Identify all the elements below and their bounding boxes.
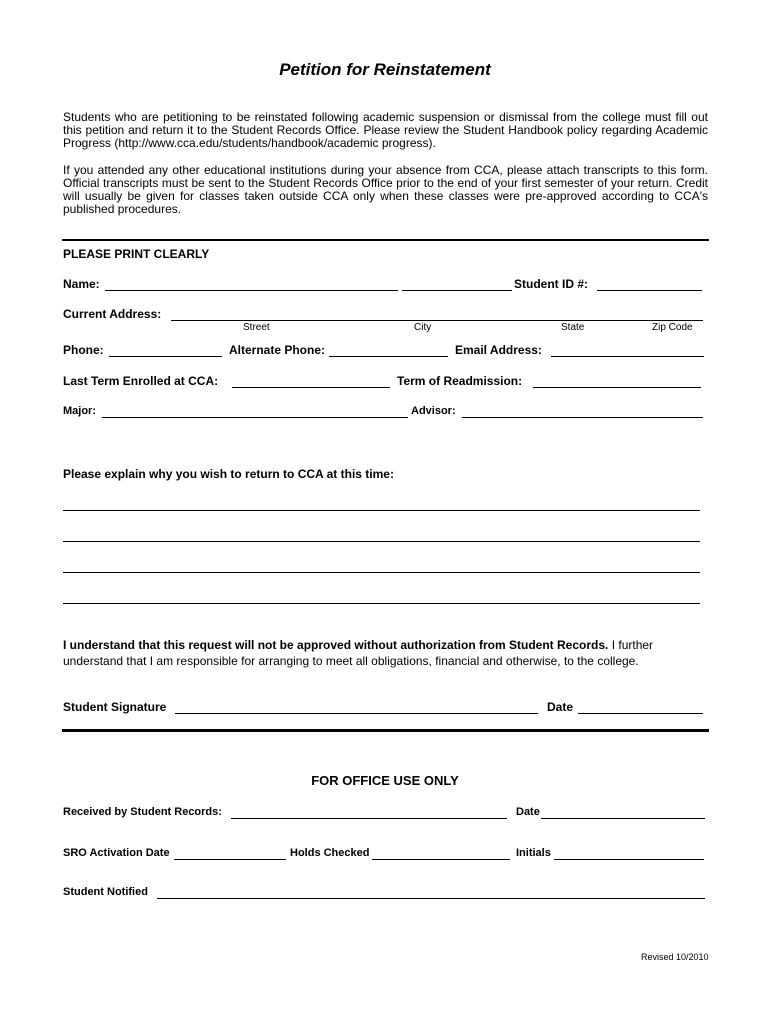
advisor-label: Advisor:	[411, 405, 456, 417]
holds-checked-label: Holds Checked	[290, 847, 370, 859]
alternate-phone-field[interactable]	[329, 356, 448, 357]
term-of-readmission-field[interactable]	[533, 387, 701, 388]
email-label: Email Address:	[455, 343, 542, 357]
received-by-field[interactable]	[231, 818, 507, 819]
address-street-caption: Street	[243, 322, 270, 333]
current-address-label: Current Address:	[63, 307, 162, 321]
explanation-line-1[interactable]	[63, 510, 700, 511]
section-divider	[62, 239, 709, 241]
name-field-continued[interactable]	[402, 290, 512, 291]
holds-checked-field[interactable]	[372, 859, 510, 860]
page-title: Petition for Reinstatement	[279, 60, 491, 79]
acknowledgement-bold: I understand that this request will not be approved without authorization from Student Records.	[63, 638, 609, 652]
acknowledgement-rest: I further understand that I am responsible for arranging to meet all obligations, financial and otherwise, to the college.	[63, 638, 654, 668]
acknowledgement-text	[63, 637, 713, 669]
sro-activation-field[interactable]	[174, 859, 286, 860]
sro-activation-label: SRO Activation Date	[63, 847, 170, 859]
address-zip-caption: Zip Code	[652, 322, 693, 333]
current-address-field[interactable]	[171, 320, 703, 321]
last-term-label: Last Term Enrolled at CCA:	[63, 374, 219, 388]
name-field[interactable]	[105, 290, 398, 291]
explanation-line-4[interactable]	[63, 603, 700, 604]
student-id-label: Student ID #:	[514, 277, 588, 291]
address-city-caption: City	[414, 322, 432, 333]
office-divider	[62, 729, 709, 732]
received-by-label: Received by Student Records:	[63, 806, 222, 818]
initials-label: Initials	[516, 847, 551, 859]
student-signature-label: Student Signature	[63, 700, 167, 714]
email-field[interactable]	[551, 356, 704, 357]
major-field[interactable]	[102, 417, 408, 418]
term-of-readmission-label: Term of Readmission:	[397, 374, 523, 388]
advisor-field[interactable]	[462, 417, 703, 418]
initials-field[interactable]	[554, 859, 704, 860]
alternate-phone-label: Alternate Phone:	[229, 343, 326, 357]
explanation-line-2[interactable]	[63, 541, 700, 542]
revision-note: Revised 10/2010	[641, 952, 709, 962]
office-date-field[interactable]	[541, 818, 705, 819]
name-label: Name:	[63, 277, 100, 291]
phone-field[interactable]	[109, 356, 222, 357]
student-notified-label: Student Notified	[63, 886, 148, 898]
phone-label: Phone:	[63, 343, 104, 357]
signature-date-label: Date	[547, 700, 574, 714]
student-id-field[interactable]	[597, 290, 702, 291]
intro-paragraph-2: If you attended any other educational institutions during your absence from CCA, please attach transcripts to this form. Official transcripts must be sent to the Student Records Office prior to the end of your first semester of your return. Credit will usually be given for classes taken outside CCA only when these classes were pre-approved according to CCA's published procedures.	[63, 163, 708, 216]
office-use-heading: FOR OFFICE USE ONLY	[311, 773, 459, 788]
explanation-line-3[interactable]	[63, 572, 700, 573]
print-clearly-heading: PLEASE PRINT CLEARLY	[63, 247, 210, 261]
major-label: Major:	[63, 405, 96, 417]
intro-paragraph-1: Students who are petitioning to be reinstated following academic suspension or dismissal from the college must fill out this petition and return it to the Student Records Office. Please review the Student Handbook policy regarding Academic Progress (http://www.cca.edu/students/handbook/academic progress).	[63, 110, 708, 150]
last-term-field[interactable]	[232, 387, 390, 388]
student-notified-field[interactable]	[157, 898, 705, 899]
office-date-label: Date	[516, 806, 540, 818]
signature-date-field[interactable]	[578, 713, 703, 714]
address-state-caption: State	[561, 322, 585, 333]
student-signature-field[interactable]	[175, 713, 538, 714]
explain-label: Please explain why you wish to return to CCA at this time:	[63, 467, 394, 481]
